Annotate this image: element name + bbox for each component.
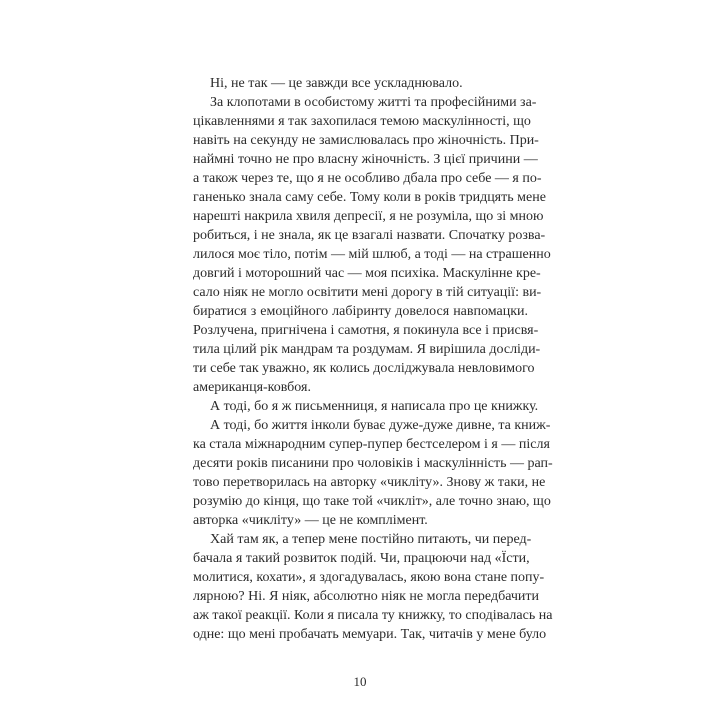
text-line: нарешті накрила хвиля депресії, я не розуміла, що зі мною: [193, 209, 544, 224]
text-line: А тоді, бо життя інколи буває дуже-дуже дивне, та книж-: [210, 418, 551, 433]
text-line: наймні точно не про власну жіночність. З цієї причини —: [193, 152, 538, 167]
text-line: ка стала міжнародним супер-пупер бестселером і я — після: [193, 437, 550, 452]
text-line: А тоді, бо я ж письменниця, я написала про це книжку.: [210, 399, 539, 414]
text-line: сало ніяк не могло освітити мені дорогу в тій ситуації: ви-: [193, 285, 542, 300]
page-body-text: [193, 74, 553, 644]
text-line: лилося моє тіло, потім — мій шлюб, а тоді — на страшенно: [193, 247, 551, 262]
text-line: За клопотами в особистому житті та професійними за-: [210, 95, 537, 110]
text-line: лярною? Ні. Я ніяк, абсолютно ніяк не могла передбачити: [193, 589, 539, 604]
text-line: Хай там як, а тепер мене постійно питають, чи перед-: [210, 532, 532, 547]
text-line: Розлучена, пригнічена і самотня, я покинула все і присвя-: [193, 323, 539, 338]
text-line: аж такої реакції. Коли я писала ту книжку, то сподівалась на: [193, 608, 553, 623]
text-line: молитися, кохати», я здогадувалась, якою вона стане попу-: [193, 570, 545, 585]
text-line: авторка «чикліту» — це не комплімент.: [193, 513, 428, 528]
text-line: а також через те, що я не особливо дбала про себе — я по-: [193, 171, 542, 186]
text-line: ганенько знала саму себе. Тому коли в років тридцять мене: [193, 190, 546, 205]
text-line: розумію до кінця, що таке той «чикліт», але точно знаю, що: [193, 494, 551, 509]
text-line: десяти років писанини про чоловіків і маскулінність — рап-: [193, 456, 553, 471]
text-line: американця-ковбоя.: [193, 380, 311, 395]
text-line: тово перетворилась на авторку «чикліту». Знову ж таки, не: [193, 475, 546, 490]
text-line: робиться, і не знала, як це взагалі назвати. Спочатку розва-: [193, 228, 546, 243]
page-number: 10: [353, 674, 367, 689]
text-line: тила цілий рік мандрам та роздумам. Я вирішила досліди-: [193, 342, 541, 357]
text-line: биратися з емоційного лабіринту довелося навпомацки.: [193, 304, 528, 319]
text-line: довгий і моторошний час — моя психіка. Маскулінне кре-: [193, 266, 541, 281]
text-line: одне: що мені пробачать мемуари. Так, читачів у мене було: [193, 627, 547, 642]
text-line: бачала я такий розвиток подій. Чи, працюючи над «Їсти,: [193, 551, 530, 566]
text-line: навіть на секунду не замислювалась про жіночність. При-: [193, 133, 539, 148]
text-line: ти себе так уважно, як колись досліджувала невловимого: [193, 361, 535, 376]
text-line: цікавленнями я так захопилася темою маскулінності, що: [193, 114, 531, 129]
text-line: Ні, не так — це завжди все ускладнювало.: [210, 76, 463, 91]
